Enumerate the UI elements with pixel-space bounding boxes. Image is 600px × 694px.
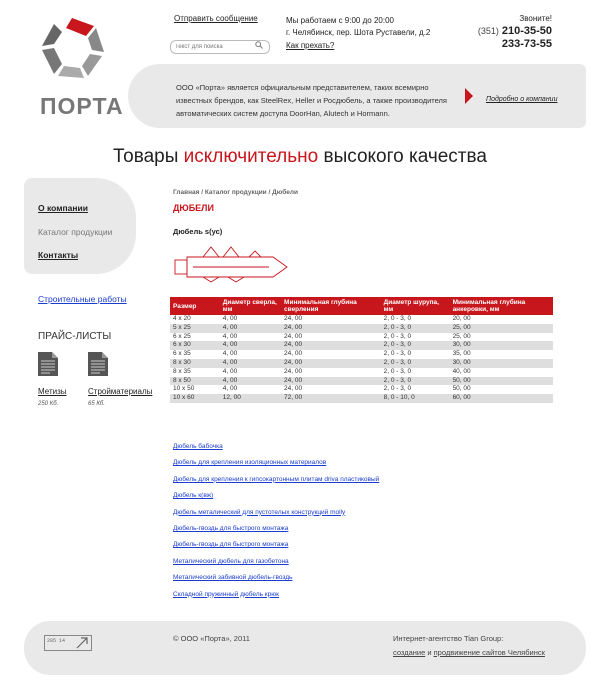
table-cell: 2, 0 - 3, 0	[383, 385, 412, 393]
agency-logo-icon[interactable]	[44, 635, 92, 651]
table-cell: 4, 00	[222, 332, 238, 340]
table-cell: 2, 0 - 3, 0	[381, 324, 450, 333]
table-row	[170, 315, 553, 324]
banner-text: ООО «Порта» является официальным представителем, таких всемирно известных брендов, как SteelRex, Heller и Росдюбель, а также производителя автоматических систем доступа DoorHan, Alutech и Hormann.	[176, 83, 447, 118]
table-cell: 24, 00	[284, 350, 303, 358]
table-cell: 24, 00	[284, 367, 303, 375]
table-cell: 6 x 35	[173, 350, 191, 358]
related-product-link[interactable]: Дюбель для крепления изоляционных материалов	[173, 459, 327, 467]
porta-logo-mark-icon[interactable]	[36, 16, 108, 80]
table-cell: 24, 00	[281, 377, 381, 386]
table-cell: 2, 0 - 3, 0	[383, 367, 412, 375]
table-cell: 4, 00	[222, 315, 238, 322]
headline-part-1: Товары	[113, 146, 184, 167]
table-cell: 24, 00	[281, 324, 381, 333]
phone-1-number: 210-35-50	[501, 25, 552, 37]
how-to-get-link[interactable]: Как прехать?	[286, 41, 335, 50]
sidebar-item-about[interactable]: О компании	[38, 203, 88, 213]
table-cell: 8 x 35	[173, 367, 191, 375]
headline-accent: исключительно	[183, 146, 319, 167]
table-row	[170, 359, 553, 368]
table-cell: 25, 00	[452, 332, 471, 340]
spec-table	[170, 297, 553, 403]
related-product-link[interactable]: Дюбель металический для пустотелых конструкций molly	[173, 508, 346, 516]
column-header: Минимальная глубина анкеровки, мм	[450, 297, 553, 315]
table-cell: 25, 00	[450, 324, 553, 333]
table-cell: 60, 00	[450, 394, 553, 403]
document-icon[interactable]	[88, 352, 108, 376]
table-cell: 24, 00	[281, 359, 381, 368]
table-cell: 50, 00	[452, 385, 471, 393]
call-label: Звоните!	[519, 14, 552, 23]
table-cell: 24, 00	[284, 385, 303, 393]
sidebar-item-construction[interactable]: Строительные работы	[38, 294, 127, 304]
table-row	[170, 341, 553, 350]
table-cell: 4, 00	[220, 324, 281, 333]
table-cell: 2, 0 - 3, 0	[381, 359, 450, 368]
table-row	[170, 333, 553, 342]
related-product-link[interactable]: Дюбель-гвоздь для быстрого монтажа	[173, 525, 289, 532]
table-cell: 8, 0 - 10, 0	[381, 394, 450, 403]
working-hours: Мы работаем с 9:00 до 20:00	[286, 16, 394, 25]
table-cell: 24, 00	[281, 341, 381, 350]
table-cell: 6 x 25	[173, 332, 191, 340]
table-cell: 72, 00	[281, 394, 381, 403]
agency-links	[393, 648, 545, 657]
table-row	[170, 385, 553, 394]
table-cell: 5 x 25	[170, 324, 220, 333]
table-cell: 4, 00	[222, 385, 238, 393]
table-cell: 4, 00	[222, 367, 238, 375]
breadcrumb[interactable]: Главная / Каталог продукции / Дюбели	[173, 189, 298, 196]
table-cell: 4, 00	[220, 359, 281, 368]
related-product-link[interactable]: Дюбель-гвоздь для быстрого монтажа	[173, 541, 289, 549]
table-row	[170, 324, 553, 333]
phone-code: (351)	[477, 26, 499, 36]
related-product-link[interactable]: Дюбель для крепления к гипсокартонным плитам driva пластиковый	[173, 475, 380, 483]
price-list-metizy-link[interactable]: Метизы	[38, 387, 67, 396]
related-product-link[interactable]: Металический дюбель для газобетона	[173, 557, 289, 565]
related-product-link[interactable]: Складной пружинный дюбель крюк	[173, 590, 279, 598]
agency-promotion-link[interactable]: продвижение сайтов Челябинск	[433, 648, 545, 657]
send-message-link[interactable]: Отправить сообщение	[174, 14, 258, 23]
table-cell: 6 x 30	[170, 341, 220, 350]
table-cell: 4, 00	[222, 350, 238, 358]
table-cell: 40, 00	[452, 367, 471, 375]
table-cell: 2, 0 - 3, 0	[381, 377, 450, 386]
table-cell: 10 x 50	[173, 385, 195, 393]
table-cell: 2, 0 - 3, 0	[383, 332, 412, 340]
table-cell: 2, 0 - 3, 0	[381, 341, 450, 350]
address: г. Челябинск, пер. Шота Руставели, д.2	[286, 28, 431, 37]
agency-and: и	[425, 648, 434, 657]
table-cell: 12, 00	[220, 394, 281, 403]
search-icon[interactable]	[255, 41, 263, 49]
column-header: Минимальная глубина сверления	[281, 297, 381, 315]
table-row	[170, 368, 553, 377]
table-cell: 2, 0 - 3, 0	[383, 350, 412, 358]
arrow-right-icon	[465, 88, 473, 104]
table-cell: 8 x 50	[170, 377, 220, 386]
table-cell: 10 x 60	[170, 394, 220, 403]
price-list-stroymaterialy-link[interactable]: Стройматериалы	[88, 387, 153, 396]
column-header: Размер	[170, 297, 220, 315]
agency-creation-link[interactable]: создание	[393, 648, 426, 657]
column-header: Диаметр шурупа, мм	[381, 297, 450, 315]
table-cell: 50, 00	[450, 377, 553, 386]
table-cell: 4, 00	[220, 377, 281, 386]
headline-part-2: высокого качества	[318, 146, 487, 167]
table-cell: 4, 00	[220, 341, 281, 350]
agency-label: Интернет-агентство Tian Group:	[393, 634, 504, 643]
related-product-link[interactable]: Металический забивной дюбель-гвоздь	[173, 574, 293, 582]
table-cell: 8 x 30	[170, 359, 220, 368]
logo-text[interactable]: ПОРТА	[40, 93, 124, 119]
price-lists-heading: ПРАЙС-ЛИСТЫ	[38, 331, 112, 342]
price-list-size: 250 Кб.	[38, 401, 59, 407]
table-cell: 30, 00	[450, 359, 553, 368]
phone-1	[478, 25, 552, 37]
table-cell: 30, 00	[450, 341, 553, 350]
page-headline	[0, 146, 600, 168]
phone-2: 233-73-55	[501, 38, 552, 50]
page-title: ДЮБЕЛИ	[173, 203, 214, 213]
table-cell: 24, 00	[284, 315, 303, 322]
table-cell: 2, 0 - 3, 0	[383, 315, 412, 322]
dowel-drawing-icon	[173, 243, 293, 283]
about-company-link[interactable]: Подробно о компании	[486, 96, 558, 103]
table-row	[170, 350, 553, 359]
table-header-row	[170, 297, 553, 315]
table-cell: 4 x 20	[173, 315, 191, 322]
related-product-link[interactable]: Дюбель бабочка	[173, 443, 223, 450]
agency-logo-text: 205 14	[47, 638, 66, 644]
copyright: © ООО «Порта», 2011	[173, 634, 250, 643]
document-icon[interactable]	[38, 352, 58, 376]
related-product-link[interactable]: Дюбель к(вж)	[173, 492, 214, 500]
sidebar-item-contacts[interactable]: Контакты	[38, 250, 79, 260]
column-header: Диаметр сверла, мм	[220, 297, 281, 315]
sidebar-item-catalog[interactable]: Каталог продукции	[38, 227, 113, 237]
table-row	[170, 394, 553, 403]
table-cell: 35, 00	[452, 350, 471, 358]
table-cell: 24, 00	[284, 332, 303, 340]
table-cell: 20, 00	[452, 315, 471, 322]
product-title: Дюбель s(ус)	[173, 227, 223, 236]
price-list-size: 65 Кб.	[88, 401, 105, 407]
table-row	[170, 377, 553, 386]
